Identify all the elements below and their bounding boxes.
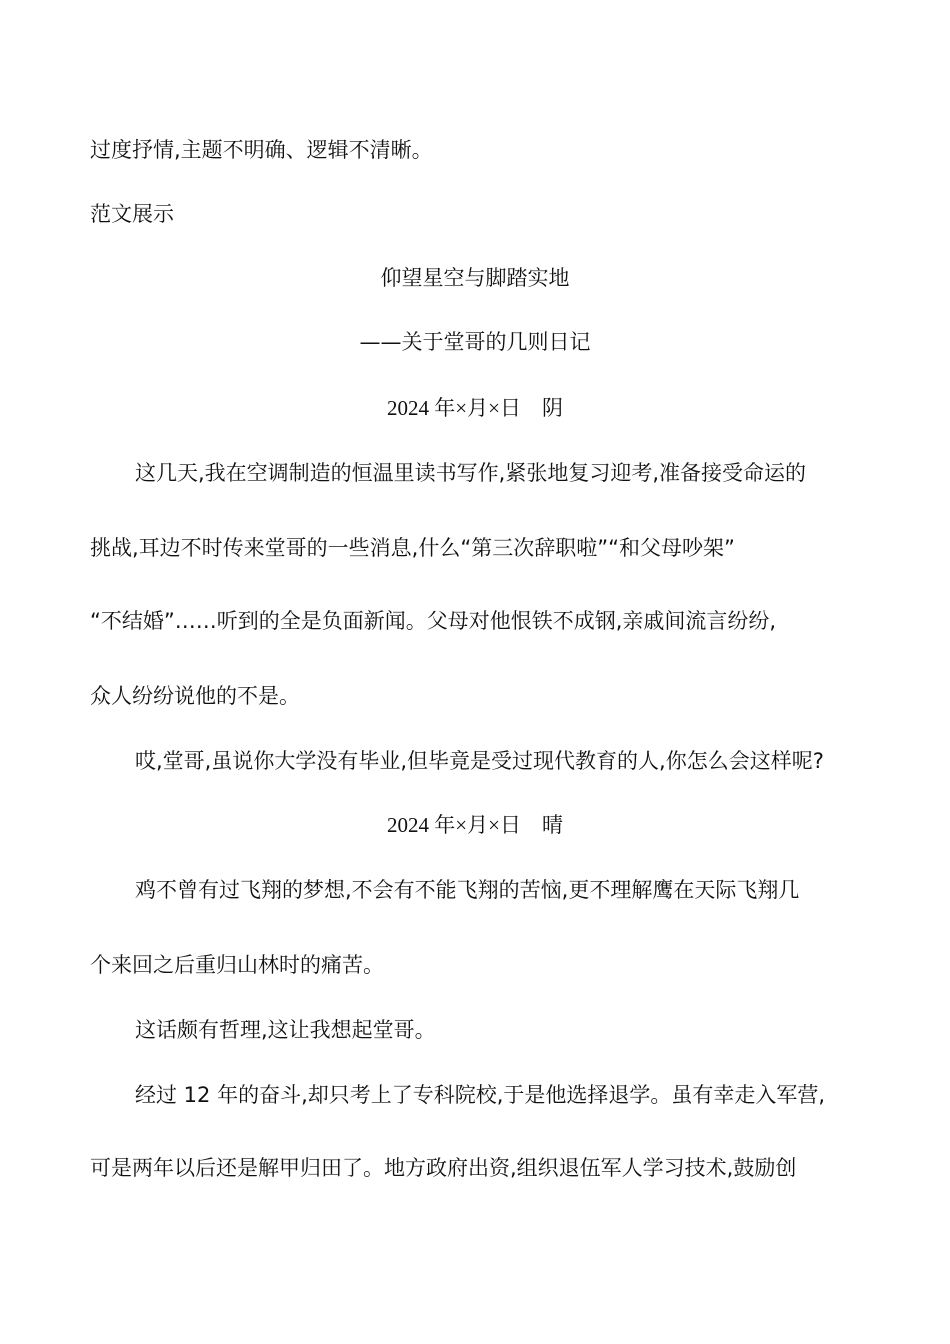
essay-title: 仰望星空与脚踏实地 (380, 266, 570, 290)
paragraph-line: 个来回之后重归山林时的痛苦。 (90, 953, 384, 977)
paragraph-line: 鸡不曾有过飞翔的梦想,不会有不能飞翔的苦恼,更不理解鹰在天际飞翔几 (135, 878, 800, 902)
paragraph-line: 哎,堂哥,虽说你大学没有毕业,但毕竟是受过现代教育的人,你怎么会这样呢? (135, 749, 824, 773)
paragraph-line: 挑战,耳边不时传来堂哥的一些消息,什么“第三次辞职啦”“和父母吵架” (90, 536, 735, 560)
paragraph-line: 经过 12 年的奋斗,却只考上了专科院校,于是他选择退学。虽有幸走入军营, (135, 1083, 826, 1107)
paragraph-line: “不结婚”……听到的全是负面新闻。父母对他恨铁不成钢,亲戚间流言纷纷, (90, 609, 777, 633)
paragraph-line: 这话颇有哲理,这让我想起堂哥。 (135, 1018, 436, 1042)
diary-date: 2024 年×月×日 阴 (387, 396, 563, 420)
essay-subtitle: ——关于堂哥的几则日记 (359, 330, 591, 354)
paragraph-line: 众人纷纷说他的不是。 (90, 684, 300, 708)
section-heading: 范文展示 (90, 202, 174, 226)
paragraph-line: 这几天,我在空调制造的恒温里读书写作,紧张地复习迎考,准备接受命运的 (135, 461, 807, 485)
paragraph-line: 过度抒情,主题不明确、逻辑不清晰。 (90, 138, 433, 162)
paragraph-line: 可是两年以后还是解甲归田了。地方政府出资,组织退伍军人学习技术,鼓励创 (90, 1156, 797, 1180)
diary-date: 2024 年×月×日 晴 (387, 813, 563, 837)
